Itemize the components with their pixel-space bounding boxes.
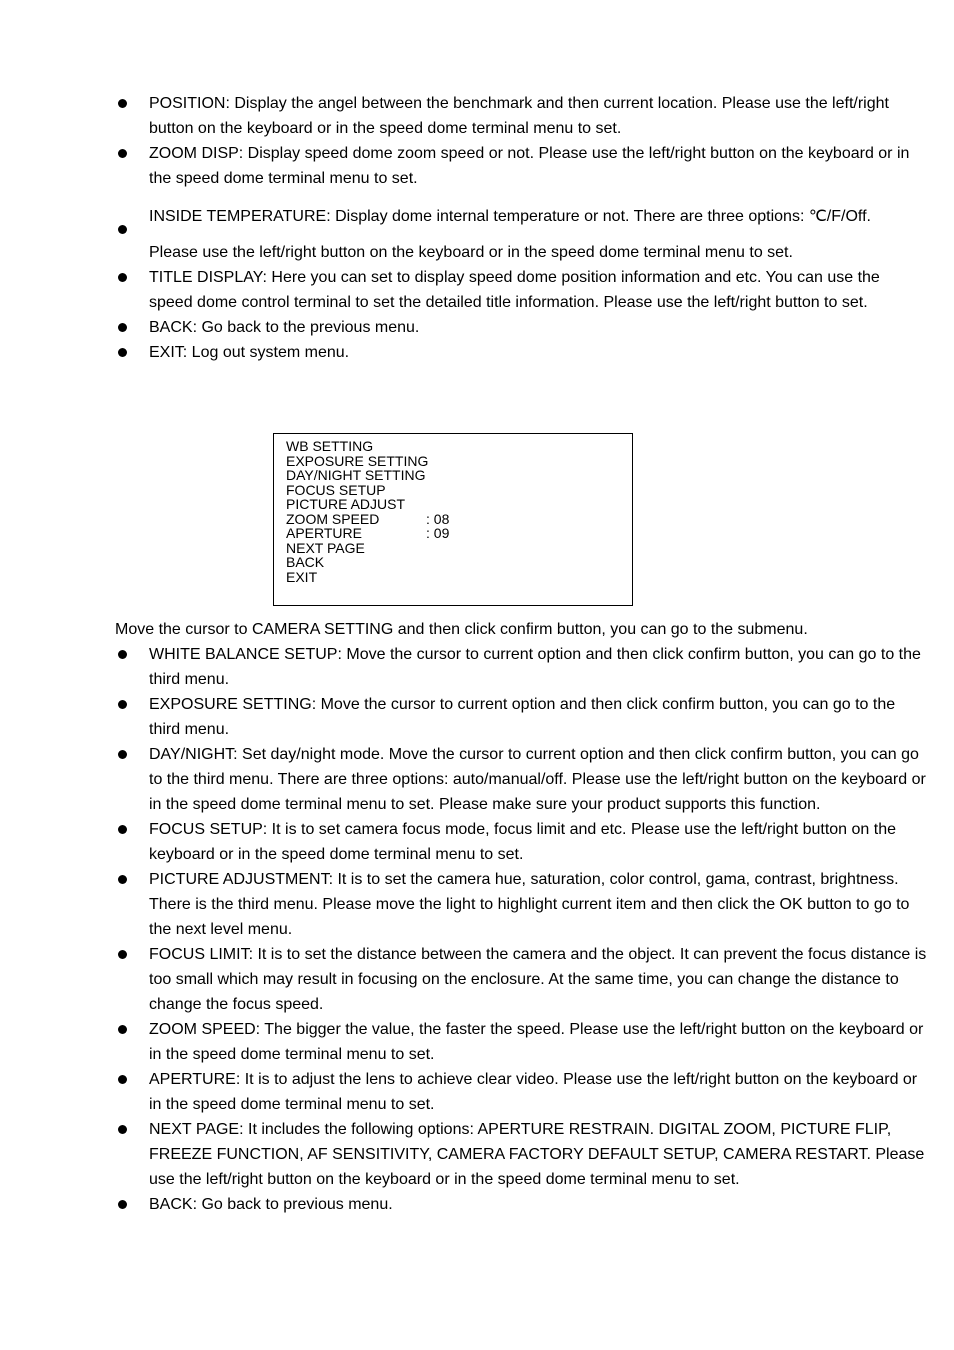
menu-item-exposure-setting	[286, 454, 632, 469]
intro-paragraph: Move the cursor to CAMERA SETTING and then click confirm button, you can go to the submenu.	[115, 621, 808, 638]
camera-setting-menu-figure	[273, 433, 633, 606]
list-item-text: POSITION: Display the angel between the benchmark and then current location. Please use the left/right button on the keyboard or in the speed dome terminal menu to set.	[149, 95, 889, 137]
list-item-text: ZOOM SPEED: The bigger the value, the faster the speed. Please use the left/right button on the keyboard or in the speed dome terminal menu to set.	[149, 1021, 924, 1063]
list-item-text: EXPOSURE SETTING: Move the cursor to current option and then click confirm button, you can go to the third menu.	[149, 696, 896, 738]
list-item-back	[115, 315, 927, 340]
list-item-text: FOCUS SETUP: It is to set camera focus mode, focus limit and etc. Please use the left/right button on the keyboard or in the speed dome terminal menu to set.	[149, 821, 897, 863]
list-item-focus-setup	[115, 817, 927, 867]
bullet-icon	[118, 348, 127, 357]
menu-item-label: FOCUS SETUP	[286, 481, 386, 498]
menu-item-label: NEXT PAGE	[286, 539, 365, 556]
list-item-text-continued: Please use the left/right button on the keyboard or in the speed dome terminal menu to set.	[149, 244, 793, 261]
menu-item-aperture	[286, 526, 632, 541]
menu-item-picture-adjust	[286, 497, 632, 512]
bullet-icon	[118, 650, 127, 659]
list-item-day-night	[115, 742, 927, 817]
list-item-text: WHITE BALANCE SETUP: Move the cursor to current option and then click confirm button, you can go to the third menu.	[149, 646, 921, 688]
list-item-zoom-disp	[115, 141, 927, 191]
list-item-text: APERTURE: It is to adjust the lens to achieve clear video. Please use the left/right button on the keyboard or in the speed dome terminal menu to set.	[149, 1071, 918, 1113]
list-item-aperture	[115, 1067, 927, 1117]
list-item-text: NEXT PAGE: It includes the following options: APERTURE RESTRAIN. DIGITAL ZOOM, PICTURE FLIP, FREEZE FUNCTION, AF SENSITIVITY, CAMERA FACTORY DEFAULT SETUP, CAMERA RESTART. Please use the left/right button on the keyboard or in the speed dome terminal menu to set.	[149, 1121, 925, 1188]
bullet-icon	[118, 950, 127, 959]
menu-item-label: BACK	[286, 554, 325, 570]
list-item-next-page	[115, 1117, 927, 1192]
list-item-position	[115, 91, 927, 141]
list-item-focus-limit	[115, 942, 927, 1017]
list-item-text: ZOOM DISP: Display speed dome zoom speed or not. Please use the left/right button on the keyboard or in the speed dome terminal menu to set.	[149, 145, 910, 187]
menu-item-zoom-speed	[286, 512, 632, 527]
menu-item-day-night-setting	[286, 468, 632, 483]
bullet-icon	[118, 1200, 127, 1209]
bullet-icon	[118, 273, 127, 282]
list-item-text: DAY/NIGHT: Set day/night mode. Move the cursor to current option and then click confirm button, you can go to the third menu. There are three options: auto/manual/off. Please use the left/right button on the keyboard or in the speed dome terminal menu to set. Please make sure your product supports this function.	[149, 746, 926, 813]
list-item-white-balance-setup	[115, 642, 927, 692]
menu-item-focus-setup	[286, 483, 632, 498]
list-item-text: BACK: Go back to previous menu.	[149, 1196, 393, 1213]
menu-item-value: : 08	[426, 510, 450, 527]
list-item-text: INSIDE TEMPERATURE: Display dome internal temperature or not. There are three options: ℃/F/Off.	[149, 208, 871, 225]
menu-item-label: DAY/NIGHT SETTING	[286, 467, 426, 483]
menu-item-exit	[286, 570, 632, 585]
list-item-zoom-speed	[115, 1017, 927, 1067]
menu-item-wb-setting	[286, 439, 632, 454]
bullet-icon	[118, 1025, 127, 1034]
list-item-back	[115, 1192, 927, 1217]
list-item-text: EXIT: Log out system menu.	[149, 344, 350, 361]
menu-item-label: WB SETTING	[286, 438, 374, 454]
bullet-icon	[118, 1075, 127, 1084]
menu-item-label: ZOOM SPEED	[286, 510, 380, 527]
list-item-picture-adjustment	[115, 867, 927, 942]
option-list-camera-setting	[115, 642, 927, 1217]
list-item-text: TITLE DISPLAY: Here you can set to display speed dome position information and etc. You can use the speed dome control terminal to set the detailed title information. Please use the left/right button to set.	[149, 269, 880, 311]
list-item-text: FOCUS LIMIT: It is to set the distance between the camera and the object. It can prevent the focus distance is too small which may result in focusing on the enclosure. At the same time, you can change the distance to change the focus speed.	[149, 946, 927, 1013]
menu-item-value: : 09	[426, 525, 450, 541]
bullet-icon	[118, 323, 127, 332]
menu-item-next-page	[286, 541, 632, 556]
menu-item-back	[286, 555, 632, 570]
bullet-icon	[118, 225, 127, 234]
menu-item-label: EXIT	[286, 568, 318, 585]
bullet-icon	[118, 149, 127, 158]
list-item-text: PICTURE ADJUSTMENT: It is to set the camera hue, saturation, color control, gama, contrast, brightness. There is the third menu. Please move the light to highlight current item and then click the OK button to go to the next level menu.	[149, 871, 910, 938]
menu-item-label: PICTURE ADJUST	[286, 496, 406, 512]
list-item-exposure-setting	[115, 692, 927, 742]
option-list-display	[115, 91, 927, 365]
bullet-icon	[118, 750, 127, 759]
bullet-icon	[118, 1125, 127, 1134]
bullet-icon	[118, 99, 127, 108]
bullet-icon	[118, 875, 127, 884]
bullet-icon	[118, 700, 127, 709]
list-item-text: BACK: Go back to the previous menu.	[149, 319, 420, 336]
list-item-inside-temperature	[115, 204, 927, 265]
list-item-title-display	[115, 265, 927, 315]
bullet-icon	[118, 825, 127, 834]
menu-item-label: APERTURE	[286, 525, 362, 541]
list-item-exit	[115, 340, 927, 365]
menu-item-label: EXPOSURE SETTING	[286, 452, 429, 469]
